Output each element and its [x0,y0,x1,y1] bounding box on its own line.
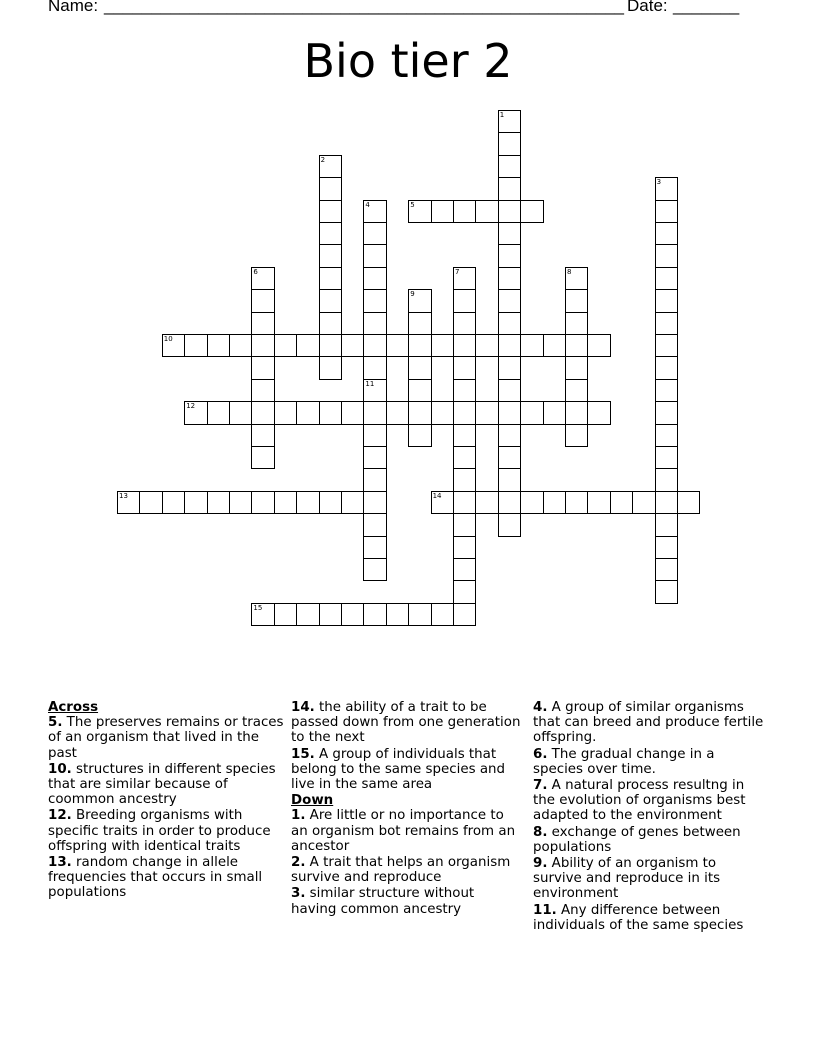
crossword-cell[interactable] [475,334,498,357]
crossword-cell[interactable] [453,513,476,536]
crossword-cell[interactable] [296,401,319,424]
crossword-cell[interactable] [229,491,252,514]
crossword-cell[interactable] [363,468,386,491]
clue-text: The preserves remains or traces of an organism that lived in the past [48,715,284,761]
clue-start-number: 13 [119,491,128,500]
down-clue-list-continued [533,700,765,933]
crossword-cell[interactable] [655,200,678,223]
crossword-cell[interactable] [363,513,386,536]
crossword-cell[interactable] [498,424,521,447]
crossword-cell[interactable] [498,513,521,536]
clue-item [48,715,284,761]
name-field[interactable]: _______________________________________________________ [104,0,625,15]
crossword-cell[interactable] [655,468,678,491]
crossword-cell[interactable] [453,356,476,379]
crossword-cell[interactable] [498,267,521,290]
clue-item [291,886,523,916]
crossword-cell[interactable] [498,244,521,267]
crossword-cell[interactable] [655,580,678,603]
crossword-cell[interactable] [319,267,342,290]
crossword-cell[interactable] [274,603,297,626]
clue-number: 3. [291,886,306,902]
clue-start-number: 14 [432,491,442,500]
crossword-cell[interactable] [274,334,297,357]
clue-start-number: 6 [253,267,258,276]
crossword-cell[interactable] [408,401,431,424]
crossword-cell[interactable] [475,401,498,424]
crossword-cell[interactable] [520,491,543,514]
clue-item [291,747,523,793]
crossword-cell[interactable] [453,536,476,559]
clue-start-number: 8 [567,267,572,276]
crossword-cell[interactable] [274,491,297,514]
crossword-cell[interactable] [632,491,655,514]
clue-text: Ability of an organism to survive and reproduce in its environment [533,856,721,902]
down-clue-list [291,808,523,916]
crossword-cell[interactable] [543,334,566,357]
crossword-cell[interactable] [363,244,386,267]
crossword-cell[interactable] [655,244,678,267]
clue-number: 6. [533,746,548,762]
crossword-cell[interactable] [251,334,274,357]
crossword-cell[interactable] [408,603,431,626]
clue-text: Breeding organisms with specific traits in order to produce offspring with identical traits [48,808,271,854]
crossword-cell[interactable] [677,491,700,514]
clue-start-number: 7 [455,267,460,276]
clue-number: 15. [291,746,315,762]
crossword-cell[interactable] [341,401,364,424]
clue-number: 1. [291,808,306,824]
clue-number: 8. [533,824,548,840]
crossword-cell[interactable] [319,356,342,379]
crossword-cell[interactable] [655,424,678,447]
clue-text: A natural process resultng in the evolution of organisms best adapted to the environment [533,778,746,824]
clue-item [533,856,765,902]
crossword-cell[interactable] [207,401,230,424]
crossword-cell[interactable] [363,222,386,245]
crossword-cell[interactable] [184,334,207,357]
crossword-cell[interactable] [386,334,409,357]
crossword-cell[interactable] [587,334,610,357]
crossword-cell[interactable] [498,379,521,402]
crossword-cell[interactable] [184,491,207,514]
crossword-cell[interactable] [251,312,274,335]
clue-text: Any difference between individuals of the same species [533,902,744,933]
crossword-cell[interactable] [363,289,386,312]
crossword-cell[interactable] [565,401,588,424]
crossword-cell[interactable] [319,491,342,514]
crossword-cell[interactable] [251,379,274,402]
across-clue-list-continued [291,700,523,792]
crossword-cell[interactable] [431,200,454,223]
crossword-cell[interactable] [520,401,543,424]
crossword-cell[interactable] [363,267,386,290]
crossword-cell[interactable] [453,468,476,491]
crossword-cell[interactable] [655,446,678,469]
crossword-cell[interactable] [498,222,521,245]
crossword-cell[interactable] [207,334,230,357]
crossword-cell[interactable] [587,401,610,424]
crossword-cell[interactable] [475,200,498,223]
clue-number: 11. [533,902,557,918]
crossword-cell[interactable] [341,334,364,357]
crossword-cell[interactable] [453,491,476,514]
crossword-cell[interactable] [655,491,678,514]
crossword-cell[interactable] [498,334,521,357]
crossword-cell[interactable] [498,468,521,491]
clue-start-number: 3 [656,178,662,187]
clues-column-3 [533,700,765,934]
crossword-cell[interactable] [565,424,588,447]
clue-number: 10. [48,761,72,777]
crossword-cell[interactable] [251,401,274,424]
date-field[interactable]: _______ [673,0,740,15]
crossword-cell[interactable] [319,289,342,312]
crossword-cell[interactable] [431,334,454,357]
clue-start-number: 1 [499,111,505,119]
crossword-cell[interactable] [453,289,476,312]
crossword-cell[interactable] [520,200,543,223]
crossword-cell[interactable] [498,401,521,424]
clue-number: 12. [48,808,72,824]
crossword-cell[interactable] [453,200,476,223]
crossword-cell[interactable] [319,334,342,357]
crossword-cell[interactable] [319,244,342,267]
clue-item [533,700,765,746]
crossword-cell[interactable] [453,580,476,603]
clue-start-number: 11 [365,379,375,388]
crossword-cell[interactable] [319,222,342,245]
crossword-cell[interactable] [408,334,431,357]
crossword-cell[interactable] [296,334,319,357]
clue-start-number: 12 [186,402,196,411]
clue-text: exchange of genes between populations [533,824,741,855]
crossword-cell[interactable] [319,312,342,335]
puzzle-title: Bio tier 2 [303,34,513,88]
crossword-cell[interactable] [229,401,252,424]
crossword-cell[interactable] [251,446,274,469]
across-heading: Across [48,700,99,715]
clue-text: structures in different species that are similar because of coommon ancestry [48,761,276,808]
crossword-cell[interactable] [475,491,498,514]
crossword-cell[interactable] [565,312,588,335]
clue-start-number: 4 [365,200,370,209]
clue-number: 4. [533,700,548,715]
crossword-cell[interactable] [565,356,588,379]
crossword-cell[interactable] [655,513,678,536]
crossword-cell[interactable] [498,155,521,178]
clue-text: A group of similar organisms that can breed and produce fertile offspring. [533,700,764,746]
clues-column-1 [48,700,284,902]
crossword-cell[interactable] [341,491,364,514]
crossword-cell[interactable] [386,603,409,626]
crossword-cell[interactable] [162,491,185,514]
crossword-cell[interactable] [453,603,476,626]
crossword-cell[interactable] [319,401,342,424]
crossword-cell[interactable] [565,289,588,312]
crossword-cell[interactable] [655,558,678,581]
crossword-cell[interactable] [498,200,521,223]
crossword-cell[interactable] [363,334,386,357]
clue-start-number: 2 [320,155,326,164]
clue-item [291,808,523,854]
crossword-cell[interactable] [453,558,476,581]
crossword-cell[interactable] [386,401,409,424]
crossword-cell[interactable] [565,334,588,357]
clue-item [533,747,765,777]
crossword-cell[interactable] [655,379,678,402]
crossword-cell[interactable] [565,379,588,402]
clue-item [533,903,765,933]
clue-number: 9. [533,856,548,872]
crossword-cell[interactable] [363,558,386,581]
crossword-cell[interactable] [453,379,476,402]
crossword-cell[interactable] [453,401,476,424]
clue-item [291,855,523,885]
crossword-cell[interactable] [453,446,476,469]
crossword-cell[interactable] [655,312,678,335]
date-label: Date: [627,0,668,15]
crossword-cell[interactable] [520,334,543,357]
crossword-cell[interactable] [251,491,274,514]
crossword-cell[interactable] [363,424,386,447]
crossword-cell[interactable] [453,424,476,447]
clue-text: similar structure without having common ancestry [291,886,475,917]
clue-text: A group of individuals that belong to the same species and live in the same area [291,746,506,793]
crossword-cell[interactable] [251,289,274,312]
crossword-cell[interactable] [319,603,342,626]
crossword-cell[interactable] [341,603,364,626]
clue-text: Are little or no importance to an organism bot remains from an ancestor [291,808,516,854]
crossword-cell[interactable] [363,603,386,626]
crossword-cell[interactable] [565,491,588,514]
crossword-cell[interactable] [453,312,476,335]
crossword-cell[interactable] [408,379,431,402]
clue-start-number: 10 [163,335,173,343]
crossword-cell[interactable] [408,312,431,335]
crossword-cell[interactable] [274,401,297,424]
clue-start-number: 9 [410,290,415,299]
clue-item [48,808,284,854]
crossword-cell[interactable] [655,222,678,245]
clue-start-number: 5 [410,200,415,209]
crossword-cell[interactable] [498,177,521,200]
crossword-cell[interactable] [498,356,521,379]
crossword-cell[interactable] [363,491,386,514]
crossword-cell[interactable] [363,446,386,469]
crossword-cell[interactable] [655,289,678,312]
crossword-cell[interactable] [610,491,633,514]
clue-item [291,700,523,746]
crossword-cell[interactable] [498,289,521,312]
crossword-cell[interactable] [453,334,476,357]
crossword-cell[interactable] [587,491,610,514]
crossword-cell[interactable] [139,491,162,514]
crossword-cell[interactable] [207,491,230,514]
crossword-cell[interactable] [296,491,319,514]
clue-text: random change in allele frequencies that occurs in small populations [48,855,263,901]
clues-column-2 [291,700,523,918]
crossword-cell[interactable] [363,356,386,379]
crossword-cell[interactable] [319,200,342,223]
crossword-cell[interactable] [498,312,521,335]
clue-number: 5. [48,715,63,731]
crossword-cell[interactable] [363,312,386,335]
clue-number: 13. [48,855,72,871]
clue-item [533,778,765,824]
crossword-cell[interactable] [251,424,274,447]
crossword-cell[interactable] [229,334,252,357]
clue-text: the ability of a trait to be passed down from one generation to the next [291,700,521,746]
clue-text: A trait that helps an organism survive and reproduce [291,855,511,886]
clue-number: 2. [291,855,306,871]
crossword-cell[interactable] [655,267,678,290]
crossword-cell[interactable] [408,356,431,379]
crossword-cell[interactable] [251,356,274,379]
crossword-cell[interactable] [655,536,678,559]
crossword-cell[interactable] [431,401,454,424]
crossword-cell[interactable] [363,401,386,424]
crossword-cell[interactable] [498,446,521,469]
clue-item [48,762,284,808]
crossword-cell[interactable] [543,401,566,424]
crossword-cell[interactable] [498,491,521,514]
crossword-cell[interactable] [431,603,454,626]
crossword-cell[interactable] [319,177,342,200]
crossword-cell[interactable] [363,536,386,559]
clue-number: 14. [291,700,315,715]
across-clue-list [48,715,284,900]
clue-item [48,855,284,901]
clue-item [533,825,765,855]
name-label: Name: [48,0,99,15]
crossword-cell[interactable] [543,491,566,514]
clue-text: The gradual change in a species over time. [533,746,715,777]
down-heading: Down [291,793,334,809]
clue-number: 7. [533,778,548,794]
crossword-cell[interactable] [655,334,678,357]
clue-start-number: 15 [253,603,263,612]
crossword-cell[interactable] [296,603,319,626]
crossword-cell[interactable] [408,424,431,447]
crossword-cell[interactable] [655,356,678,379]
crossword-cell[interactable] [498,132,521,155]
crossword-cell[interactable] [655,401,678,424]
